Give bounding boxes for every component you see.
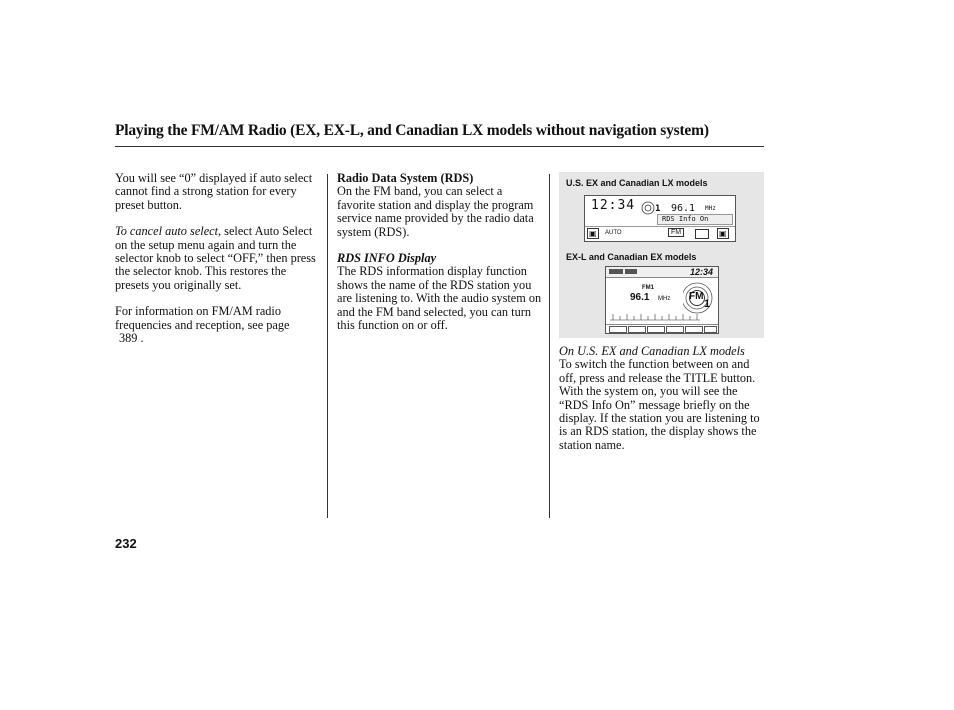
column-2 — [337, 172, 542, 332]
page-number: 232 — [115, 536, 137, 551]
disc-icon: ▣ — [589, 229, 597, 238]
tab-icon — [609, 269, 623, 274]
rds-intro: On the FM band, you can select a favorite station and display the program service name provided by the radio data system (RDS). — [337, 184, 534, 239]
frequency-scale — [610, 309, 702, 323]
exl-display-clock: 12:34 — [690, 267, 714, 277]
preset-slot-icon — [647, 326, 665, 333]
cancel-auto-select-paragraph — [115, 225, 323, 292]
tab-icon — [625, 269, 637, 274]
column-1 — [115, 172, 323, 345]
page-title: Playing the FM/AM Radio (EX, EX-L, and Canadian LX models without navigation system) — [115, 122, 709, 139]
us-display-preset: 1 — [655, 204, 661, 214]
column-3 — [559, 345, 765, 452]
column-divider-1 — [327, 174, 328, 518]
exl-display-frequency: 96.1 — [630, 292, 650, 303]
reference-text: For information on FM/AM radio frequencies and reception, see page — [115, 304, 290, 332]
caption-us-models: U.S. EX and Canadian LX models — [566, 178, 708, 188]
rds-heading: Radio Data System (RDS) — [337, 171, 474, 185]
preset-slot-icon — [609, 326, 627, 333]
preset-slot-icon — [685, 326, 703, 333]
page-reference-link[interactable]: 389 . — [119, 331, 144, 346]
caption-exl-models: EX-L and Canadian EX models — [566, 252, 697, 262]
track-icon: ▣ — [719, 229, 727, 238]
title-rule — [115, 146, 764, 147]
us-display-clock: 12:34 — [591, 198, 636, 213]
cancel-auto-select-text: select Auto Select on the setup menu again and turn the selector knob to select “OFF,” then press the selector knob. This restores the presets you originally set. — [115, 224, 316, 292]
exl-display-divider — [606, 324, 718, 325]
preset-slot-icon — [628, 326, 646, 333]
reference-paragraph — [115, 305, 323, 345]
auto-select-note: You will see “0” displayed if auto select cannot find a strong station for every preset button. — [115, 171, 313, 212]
us-display-band: FM — [668, 228, 684, 237]
us-display-panel — [584, 195, 736, 242]
us-display-unit: MHz — [705, 205, 716, 212]
exl-display-unit: MHz — [658, 296, 671, 302]
exl-display-badge-number: 1 — [704, 298, 711, 310]
preset-slot-icon — [704, 326, 717, 333]
exl-display-panel — [605, 266, 719, 334]
preset-slot-icon — [666, 326, 684, 333]
exl-display-band-label: FM1 — [642, 285, 654, 291]
us-display-divider — [585, 226, 735, 227]
column-divider-2 — [549, 174, 550, 518]
rds-message-box — [657, 214, 733, 225]
volume-icon — [695, 229, 709, 239]
exl-display-badge: FM — [689, 291, 704, 302]
rds-info-display-text: The RDS information display function shows the name of the RDS station you are listening to. With the audio system on and the FM band selected, you can turn this function on or off. — [337, 264, 542, 333]
rds-info-display-heading: RDS INFO Display — [337, 251, 437, 266]
radio-display-figure — [559, 172, 764, 338]
cancel-auto-select-lead: To cancel auto select, — [115, 224, 222, 239]
us-display-frequency: 96.1 — [671, 203, 696, 214]
us-models-note: On U.S. EX and Canadian LX models — [559, 344, 745, 358]
us-display-rds-message: RDS Info On — [662, 215, 709, 223]
us-display-auto: AUTO — [605, 230, 622, 236]
title-button-instructions: To switch the function between on and off, press and release the TITLE button. With the system on, you will see the “RDS Info On” message briefly on the display. If the station you are listening to is an RDS station, the display shows the station name. — [559, 357, 760, 452]
